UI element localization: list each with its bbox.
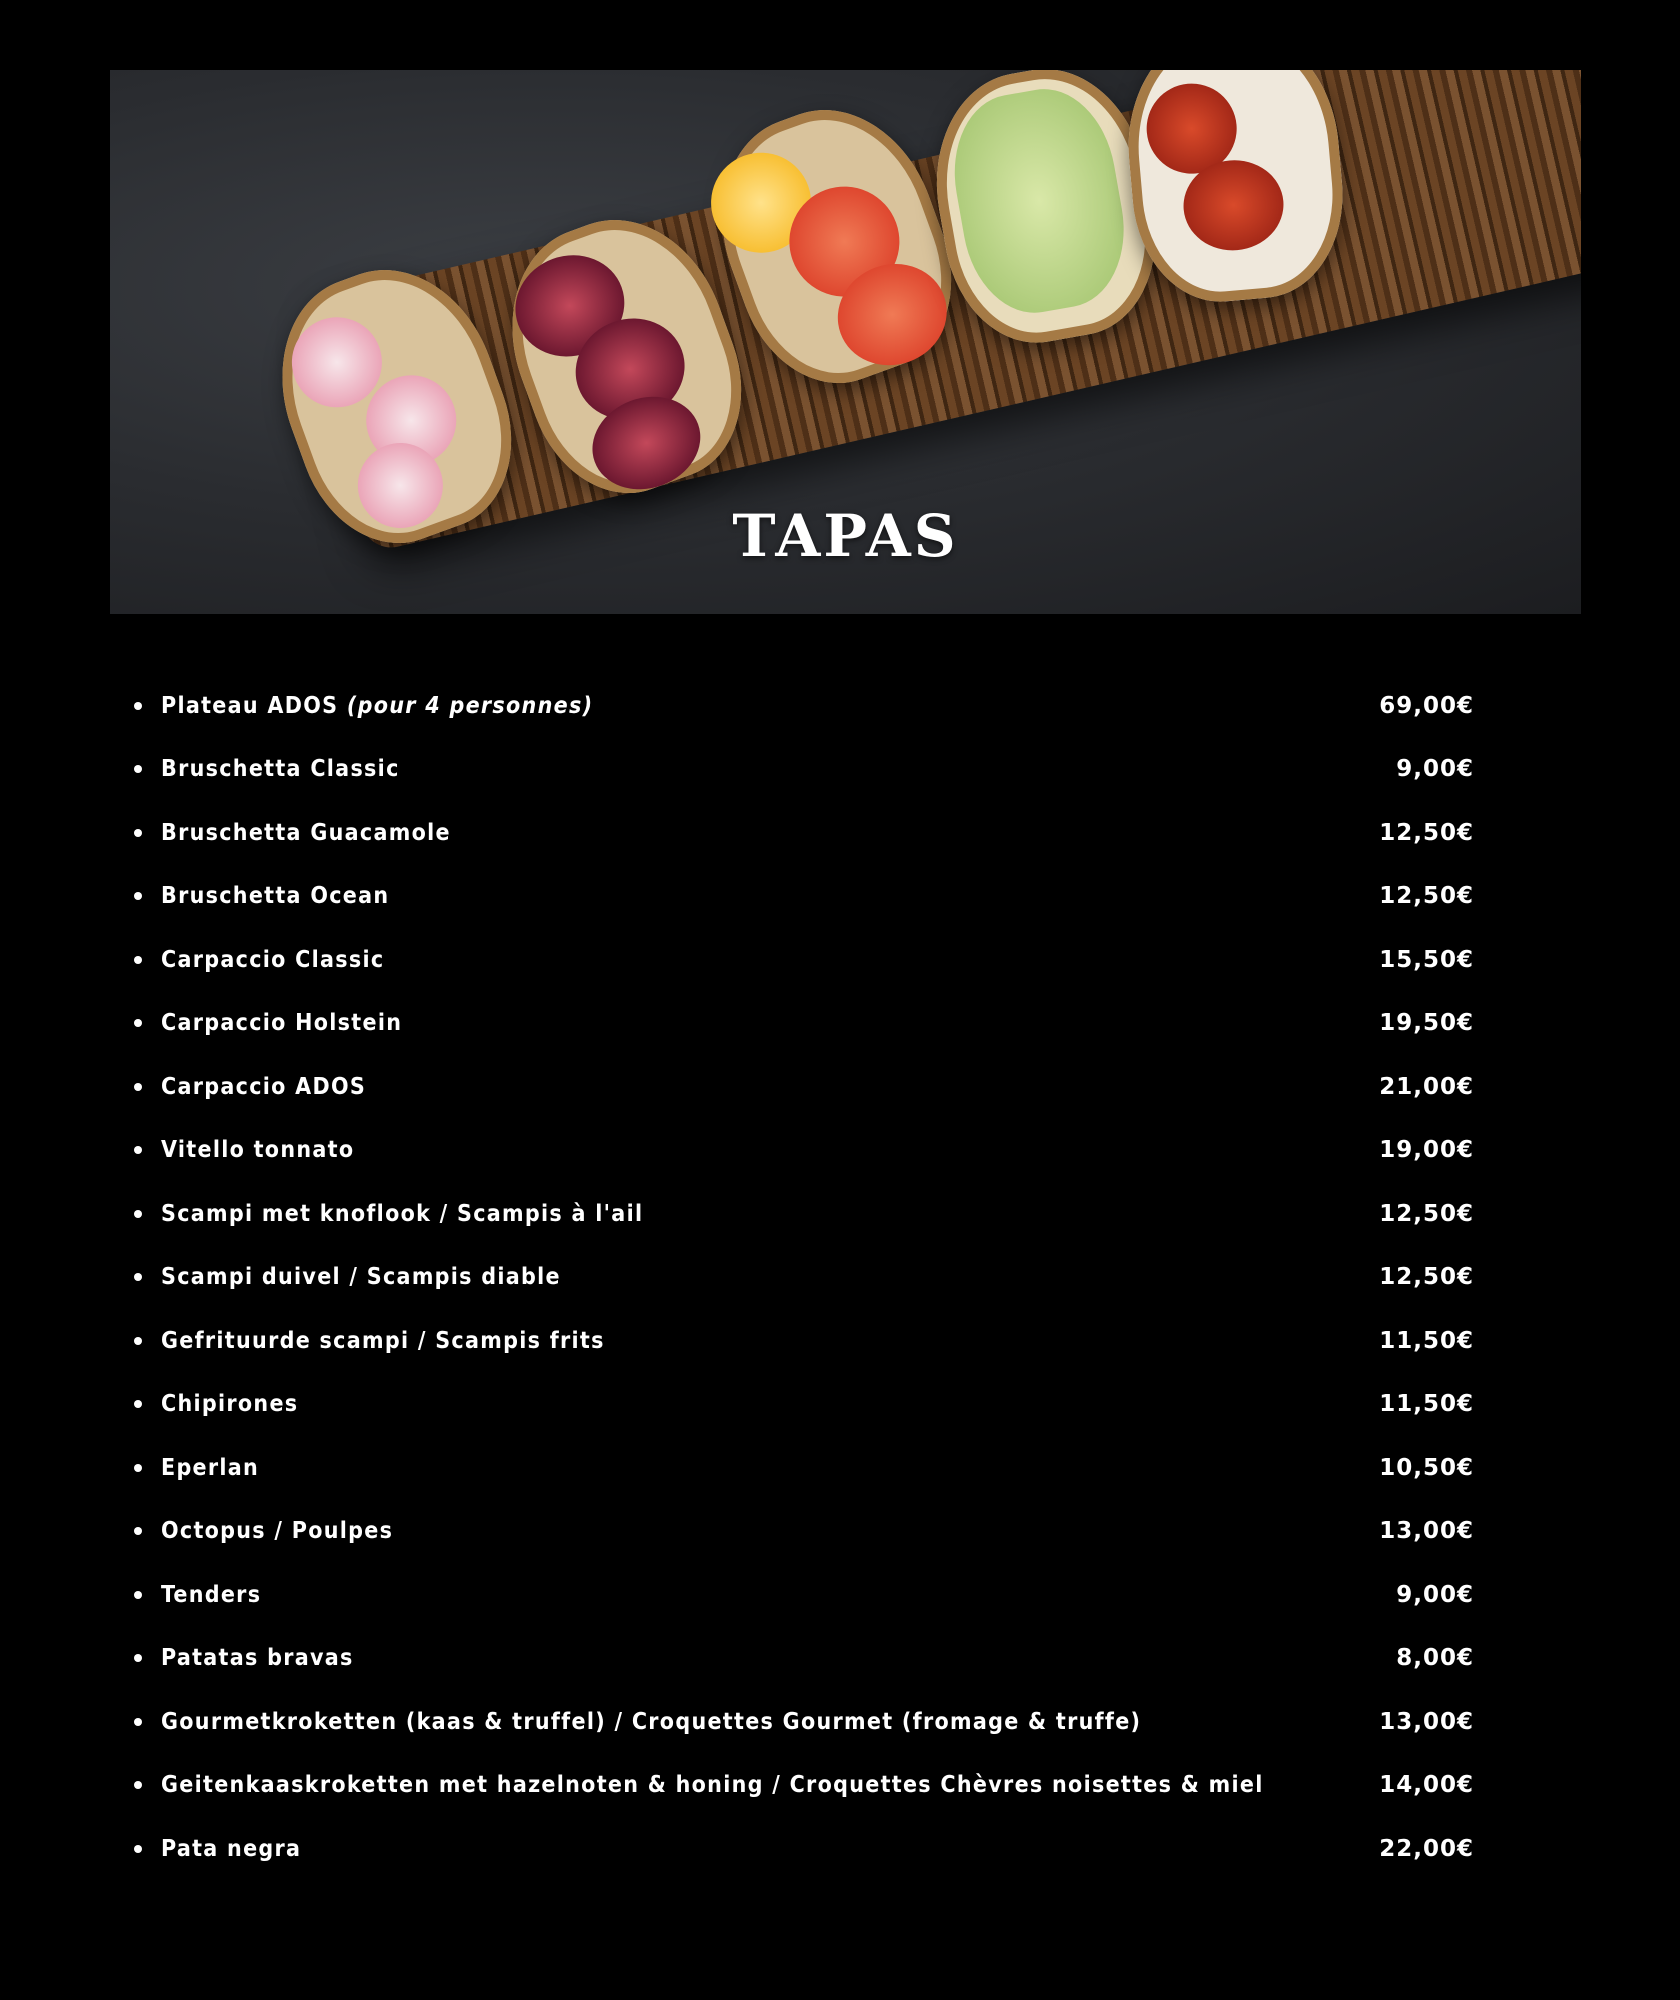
item-name-text: Eperlan bbox=[161, 1454, 260, 1481]
bullet-icon bbox=[134, 1591, 142, 1599]
menu-item-price: 13,00€ bbox=[1379, 1518, 1474, 1545]
item-name-text: Chipirones bbox=[161, 1391, 299, 1418]
menu-item bbox=[134, 865, 1474, 929]
menu-item-name bbox=[161, 1137, 354, 1163]
menu-item bbox=[134, 928, 1474, 992]
bullet-icon bbox=[134, 1083, 142, 1091]
menu-item-price: 22,00€ bbox=[1379, 1835, 1474, 1862]
menu-item-price: 12,50€ bbox=[1379, 819, 1474, 846]
bullet-icon bbox=[134, 1845, 142, 1853]
menu-item-price: 10,50€ bbox=[1379, 1454, 1474, 1481]
tapas-menu-list bbox=[134, 674, 1474, 1881]
menu-item-price: 12,50€ bbox=[1379, 1200, 1474, 1227]
menu-item bbox=[134, 1182, 1474, 1246]
item-name-text: Pata negra bbox=[161, 1835, 302, 1862]
menu-item-name bbox=[161, 1074, 366, 1100]
item-note: (pour 4 personnes) bbox=[346, 692, 594, 719]
menu-item bbox=[134, 1754, 1474, 1818]
item-name-text: Carpaccio ADOS bbox=[161, 1073, 367, 1100]
page-title: TAPAS bbox=[732, 502, 959, 570]
menu-item-price: 9,00€ bbox=[1396, 1581, 1474, 1608]
item-name-text: Scampi duivel / Scampis diable bbox=[161, 1264, 561, 1291]
menu-item bbox=[134, 1246, 1474, 1310]
menu-item-name bbox=[161, 883, 389, 909]
menu-item bbox=[134, 1500, 1474, 1564]
menu-item-name bbox=[161, 1836, 301, 1862]
item-name-text: Octopus / Poulpes bbox=[161, 1518, 394, 1545]
bullet-icon bbox=[134, 1210, 142, 1218]
item-name-text: Patatas bravas bbox=[161, 1645, 354, 1672]
menu-item-price: 8,00€ bbox=[1396, 1645, 1474, 1672]
item-name-text: Gefrituurde scampi / Scampis frits bbox=[161, 1327, 605, 1354]
bullet-icon bbox=[134, 1718, 142, 1726]
menu-item-name bbox=[161, 1709, 1141, 1735]
bullet-icon bbox=[134, 765, 142, 773]
bullet-icon bbox=[134, 1019, 142, 1027]
menu-item-price: 12,50€ bbox=[1379, 883, 1474, 910]
menu-item bbox=[134, 1627, 1474, 1691]
bullet-icon bbox=[134, 1527, 142, 1535]
menu-item bbox=[134, 1119, 1474, 1183]
item-name-text: Scampi met knoflook / Scampis à l'ail bbox=[161, 1200, 644, 1227]
bullet-icon bbox=[134, 1273, 142, 1281]
menu-item-name bbox=[161, 1518, 393, 1544]
menu-item bbox=[134, 738, 1474, 802]
menu-item-price: 15,50€ bbox=[1379, 946, 1474, 973]
bullet-icon bbox=[134, 956, 142, 964]
item-name-text: Tenders bbox=[161, 1581, 262, 1608]
bullet-icon bbox=[134, 829, 142, 837]
bullet-icon bbox=[134, 1464, 142, 1472]
tapas-banner-image bbox=[110, 70, 1581, 614]
menu-item-name bbox=[161, 947, 384, 973]
item-name-text: Bruschetta Ocean bbox=[161, 883, 390, 910]
item-name-text: Geitenkaaskroketten met hazelnoten & honing / Croquettes Chèvres noisettes & miel bbox=[161, 1772, 1264, 1799]
menu-item-price: 11,50€ bbox=[1379, 1327, 1474, 1354]
item-name-text: Gourmetkroketten (kaas & truffel) / Croquettes Gourmet (fromage & truffe) bbox=[161, 1708, 1142, 1735]
menu-item-name bbox=[161, 693, 593, 719]
menu-item-price: 21,00€ bbox=[1379, 1073, 1474, 1100]
item-name-text: Carpaccio Holstein bbox=[161, 1010, 403, 1037]
menu-item-price: 19,00€ bbox=[1379, 1137, 1474, 1164]
menu-item-name bbox=[161, 1328, 605, 1354]
menu-item-name bbox=[161, 1264, 561, 1290]
bullet-icon bbox=[134, 1400, 142, 1408]
menu-item bbox=[134, 1309, 1474, 1373]
menu-item bbox=[134, 1055, 1474, 1119]
menu-item bbox=[134, 1436, 1474, 1500]
menu-item-name bbox=[161, 1772, 1264, 1798]
item-name-text: Carpaccio Classic bbox=[161, 946, 385, 973]
menu-item-name bbox=[161, 1455, 259, 1481]
menu-item-price: 9,00€ bbox=[1396, 756, 1474, 783]
menu-item-name bbox=[161, 1010, 402, 1036]
menu-item-price: 19,50€ bbox=[1379, 1010, 1474, 1037]
menu-item-name bbox=[161, 1582, 261, 1608]
item-name-text: Vitello tonnato bbox=[161, 1137, 355, 1164]
menu-item bbox=[134, 801, 1474, 865]
menu-item-name bbox=[161, 1201, 643, 1227]
menu-item bbox=[134, 1373, 1474, 1437]
menu-item bbox=[134, 992, 1474, 1056]
menu-item-price: 14,00€ bbox=[1379, 1772, 1474, 1799]
menu-item bbox=[134, 1817, 1474, 1881]
bullet-icon bbox=[134, 1781, 142, 1789]
menu-item bbox=[134, 1690, 1474, 1754]
menu-item-price: 13,00€ bbox=[1379, 1708, 1474, 1735]
bullet-icon bbox=[134, 702, 142, 710]
menu-item-price: 69,00€ bbox=[1379, 692, 1474, 719]
item-name-text: Bruschetta Guacamole bbox=[161, 819, 451, 846]
menu-item-price: 11,50€ bbox=[1379, 1391, 1474, 1418]
menu-item bbox=[134, 1563, 1474, 1627]
menu-item bbox=[134, 674, 1474, 738]
menu-item-name bbox=[161, 1391, 298, 1417]
bullet-icon bbox=[134, 1654, 142, 1662]
menu-item-name bbox=[161, 756, 400, 782]
menu-item-price: 12,50€ bbox=[1379, 1264, 1474, 1291]
item-name-text: Plateau ADOS bbox=[161, 692, 339, 719]
menu-item-name bbox=[161, 820, 451, 846]
menu-item-name bbox=[161, 1645, 354, 1671]
bullet-icon bbox=[134, 1337, 142, 1345]
item-name-text: Bruschetta Classic bbox=[161, 756, 400, 783]
bullet-icon bbox=[134, 892, 142, 900]
bullet-icon bbox=[134, 1146, 142, 1154]
